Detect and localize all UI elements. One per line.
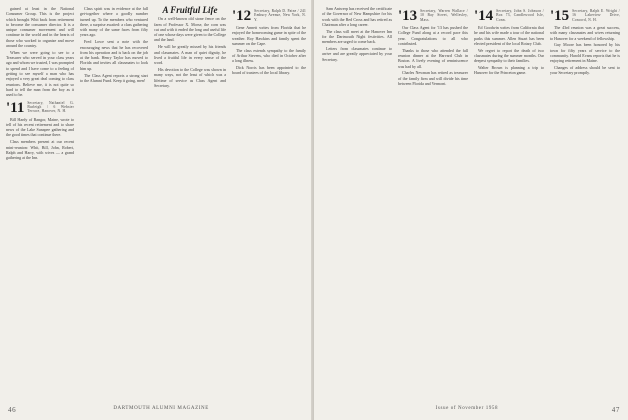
paragraph: Class spirit was in evidence at the fall get-together where a goodly number turned up. To the members who ventured there, a surprise awaited: a class gathering with many of the same faces from fifty years ago. [80, 6, 148, 38]
paragraph: Class members present at our recent mini-reunion: Whit, Bill, John, Robert, Ralph and Harry, with wives — a grand gathering at the Inn. [6, 139, 74, 161]
class-heading [232, 9, 306, 23]
paragraph: Ed Goodwin writes from California that he and his wife made a tour of the national parks this summer. Allen Stuart has been elected president of the local Rotary Club. [474, 25, 544, 46]
right-column-1 [322, 6, 392, 398]
left-footer [8, 406, 306, 414]
class-heading [6, 101, 74, 115]
footer-title: DARTMOUTH ALUMNI MAGAZINE [113, 406, 209, 411]
class-heading [550, 9, 620, 23]
paragraph: The class extends sympathy to the family of Arthur Stevens, who died in October after a long illness. [232, 47, 306, 64]
class-heading [474, 9, 544, 23]
paragraph: The 43rd reunion was a great success, with many classmates and wives returning to Hanover for a weekend of fellowship. [550, 25, 620, 41]
paragraph: When we were going to see to a Treasurer who served in your class years ago and whom we trusted, I was prompted to spend and I have come to a feeling of getting to see myself a man who has enjoyed a very great deal coming to class reunions. Believe me, it is not quite so hard to tell the man from the boy as it used to be. [6, 49, 74, 98]
left-column-1 [6, 6, 74, 398]
class-secretary: Secretary, Ralph E. Wright / 16 Lakeview Drive, Concord, N. H. [572, 9, 620, 22]
paragraph: Fred Lowe sent a note with the encouraging news that he has recovered from his operation and is back on the job at the bank. Henry Taylor has moved to Florida and invites all classmates to look him up. [80, 39, 148, 71]
class-secretary: Secretary, Ralph D. Paine / 241 Embury Avenue, New York, N. Y. [254, 9, 306, 22]
paragraph: His devotion to the College was shown in many ways, not the least of which was a lifetime of service as Class Agent and Secretary. [154, 66, 226, 88]
paragraph: On a well-known old stone fence on the farm of Professor X. Morse, the corn was cut and with it ended the long and useful life of one whose days were given to the College and the land. [154, 16, 226, 43]
left-column-2 [80, 6, 148, 398]
paragraph: Our Class Agent for '13 has pushed the College Fund along at a record pace this year. Congratulations to all who contributed. [398, 25, 468, 46]
page-number: 47 [611, 406, 620, 414]
class-secretary: Secretary, Warren Wallace / 10 Bay Street, Wellesley, Mass. [420, 9, 468, 22]
footer-title: Issue of November 1958 [435, 406, 499, 411]
right-column-2 [398, 6, 468, 398]
paragraph: Gene Annett writes from Florida that he enjoyed the homecoming game in spite of the weather. Roy Hawkins and family spent the summer on the Cape. [232, 25, 306, 46]
paragraph: Thanks to those who attended the fall reunion dinner at the Harvard Club in Boston. A lively evening of reminiscence was had by all. [398, 47, 468, 69]
right-page [314, 0, 628, 420]
class-number: '11 [6, 99, 25, 116]
paragraph: The Class Agent reports a strong start to the Alumni Fund. Keep it going, men! [80, 72, 148, 83]
right-column-3 [474, 6, 544, 398]
left-column-3 [154, 6, 226, 398]
class-heading [398, 9, 468, 23]
paragraph: Changes of address should be sent to your Secretary promptly. [550, 65, 620, 76]
paragraph: We regret to report the death of two classmates during the summer months. Our deepest sympathy to their families. [474, 47, 544, 64]
right-footer [322, 406, 620, 414]
class-number: '13 [398, 8, 418, 24]
paragraph: Walter Brown is planning a trip to Hanover for the Princeton game. [474, 65, 544, 76]
class-number: '12 [232, 8, 252, 24]
article-title: A Fruitful Life [162, 6, 218, 15]
paragraph: He will be greatly missed by his friends and classmates. A man of quiet dignity, he lived a fruitful life in every sense of the word. [154, 44, 226, 66]
class-number: '14 [474, 8, 494, 24]
paragraph: Dick Norris has been appointed to the board of trustees of the local library. [232, 65, 306, 76]
page-number: 46 [8, 406, 17, 414]
paragraph: Charles Newman has retired as treasurer of the family firm and will divide his time between Florida and Vermont. [398, 70, 468, 86]
paragraph: Letters from classmates continue to arrive and are greatly appreciated by your Secretary. [322, 46, 392, 62]
left-column-4 [232, 6, 306, 398]
paragraph: Bill Hardy of Bangor, Maine, wrote to tell of his recent retirement and to share news of the Lake Sunapee gathering and the good times that continue there. [6, 116, 74, 138]
class-number: '15 [550, 8, 570, 24]
paragraph: The class will meet at the Hanover Inn for the Dartmouth Night festivities. All members are urged to come back. [322, 28, 392, 45]
class-secretary: Secretary, John S. Johnson / Box 73, Candlewood Isle, Conn. [496, 9, 544, 22]
class-secretary: Secretary, Nathaniel G. Burleigh / 6 Webster Terrace, Hanover, N. H. [27, 100, 74, 114]
paragraph: gained at least in the National Consumer Group. This is the project which brought Whit back from retirement to become the consumer director. It is a unique consumer movement and will continue in the world and in the hearts of those who worked to organize and move around the country. [6, 6, 74, 49]
paragraph: Guy Moore has been honored by his town for fifty years of service to the community. Harold Evans reports that he is enjoying retirement in Maine. [550, 42, 620, 64]
paragraph: Sam Antwerp has received the certificate of the Governor of New Hampshire for his work with the Red Cross and has retired as Chairman after a long career. [322, 6, 392, 27]
right-column-4 [550, 6, 620, 398]
